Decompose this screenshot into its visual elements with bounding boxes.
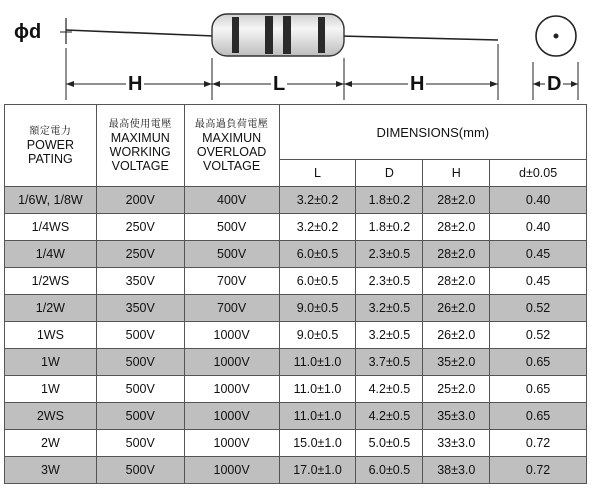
arrow-h-right-start: [344, 81, 352, 87]
cell-l: 11.0±1.0: [279, 403, 356, 430]
cell-h: 28±2.0: [423, 187, 490, 214]
d-label: D: [547, 73, 562, 95]
cell-d: 4.2±0.5: [356, 403, 423, 430]
cell-l: 3.2±0.2: [279, 214, 356, 241]
cell-working-voltage: 350V: [96, 268, 184, 295]
cell-l: 9.0±0.5: [279, 295, 356, 322]
cell-l: 11.0±1.0: [279, 376, 356, 403]
table-row: [5, 376, 587, 403]
cell-d: 2.3±0.5: [356, 241, 423, 268]
h-left-label: H: [128, 73, 143, 95]
arrow-l-start: [212, 81, 220, 87]
cell-lead-diameter: 0.52: [490, 295, 587, 322]
cell-d: 3.7±0.5: [356, 349, 423, 376]
table-row: [5, 268, 587, 295]
arrow-d-start: [533, 81, 540, 87]
color-band-4: [318, 17, 325, 53]
cell-power: 1/2W: [5, 295, 97, 322]
cell-lead-diameter: 0.40: [490, 187, 587, 214]
cell-d: 1.8±0.2: [356, 187, 423, 214]
cell-h: 38±3.0: [423, 457, 490, 484]
cell-overload-voltage: 700V: [184, 268, 279, 295]
cell-working-voltage: 500V: [96, 376, 184, 403]
cell-d: 3.2±0.5: [356, 295, 423, 322]
cell-lead-diameter: 0.45: [490, 268, 587, 295]
cell-l: 9.0±0.5: [279, 322, 356, 349]
cell-h: 28±2.0: [423, 214, 490, 241]
cell-overload-voltage: 1000V: [184, 430, 279, 457]
cell-l: 6.0±0.5: [279, 268, 356, 295]
table-row: [5, 241, 587, 268]
cell-power: 1/2WS: [5, 268, 97, 295]
header-power-rating-cjk: 額定電力: [29, 126, 72, 137]
header-power-rating-line1: POWER: [26, 138, 75, 152]
table-row: [5, 187, 587, 214]
table-row: [5, 457, 587, 484]
header-overload-voltage-line2: OVERLOAD: [196, 145, 267, 159]
arrow-l-end: [336, 81, 344, 87]
lead-diameter-label: ϕd: [14, 21, 42, 43]
cell-d: 6.0±0.5: [356, 457, 423, 484]
header-overload-voltage: [184, 105, 279, 187]
cell-working-voltage: 200V: [96, 187, 184, 214]
cell-working-voltage: 500V: [96, 322, 184, 349]
cell-d: 3.2±0.5: [356, 322, 423, 349]
cell-l: 17.0±1.0: [279, 457, 356, 484]
cell-overload-voltage: 1000V: [184, 322, 279, 349]
right-lead: [340, 36, 498, 40]
cell-overload-voltage: 700V: [184, 295, 279, 322]
resistor-dimension-diagram: [0, 0, 591, 104]
table-row: [5, 295, 587, 322]
table-row: [5, 214, 587, 241]
arrow-d-end: [571, 81, 578, 87]
header-working-voltage-cjk: 最高使用電壓: [108, 119, 172, 130]
cell-h: 33±3.0: [423, 430, 490, 457]
end-view-lead-dot: [554, 34, 559, 39]
cell-lead-diameter: 0.45: [490, 241, 587, 268]
cell-power: 3W: [5, 457, 97, 484]
cell-h: 26±2.0: [423, 322, 490, 349]
cell-l: 3.2±0.2: [279, 187, 356, 214]
resistor-spec-table: [4, 104, 587, 484]
header-dimensions: DIMENSIONS(mm): [279, 105, 586, 160]
cell-working-voltage: 350V: [96, 295, 184, 322]
header-col-d: D: [356, 160, 423, 187]
cell-power: 1W: [5, 349, 97, 376]
header-overload-voltage-line3: VOLTAGE: [203, 159, 261, 173]
cell-working-voltage: 500V: [96, 430, 184, 457]
cell-d: 1.8±0.2: [356, 214, 423, 241]
cell-h: 35±3.0: [423, 403, 490, 430]
left-lead: [66, 30, 214, 36]
cell-power: 2WS: [5, 403, 97, 430]
cell-h: 28±2.0: [423, 241, 490, 268]
cell-working-voltage: 500V: [96, 349, 184, 376]
color-band-1: [232, 17, 239, 53]
cell-power: 1/4W: [5, 241, 97, 268]
arrow-h-left-end: [204, 81, 212, 87]
color-band-2: [265, 16, 273, 54]
arrow-h-left-start: [66, 81, 74, 87]
cell-h: 28±2.0: [423, 268, 490, 295]
cell-d: 2.3±0.5: [356, 268, 423, 295]
header-overload-voltage-cjk: 最高過負荷電壓: [194, 119, 269, 130]
cell-h: 26±2.0: [423, 295, 490, 322]
cell-d: 4.2±0.5: [356, 376, 423, 403]
cell-l: 11.0±1.0: [279, 349, 356, 376]
cell-overload-voltage: 500V: [184, 214, 279, 241]
cell-power: 1W: [5, 376, 97, 403]
cell-lead-diameter: 0.65: [490, 349, 587, 376]
cell-lead-diameter: 0.40: [490, 214, 587, 241]
header-working-voltage-line1: MAXIMUN: [110, 131, 170, 145]
cell-d: 5.0±0.5: [356, 430, 423, 457]
header-working-voltage-line2: WORKING: [109, 145, 171, 159]
cell-power: 1/4WS: [5, 214, 97, 241]
cell-power: 2W: [5, 430, 97, 457]
header-overload-voltage-line1: MAXIMUN: [202, 131, 262, 145]
cell-lead-diameter: 0.65: [490, 376, 587, 403]
cell-overload-voltage: 1000V: [184, 376, 279, 403]
table-row: [5, 403, 587, 430]
cell-l: 6.0±0.5: [279, 241, 356, 268]
header-col-h: H: [423, 160, 490, 187]
header-col-lead-diameter: d±0.05: [490, 160, 587, 187]
header-working-voltage-line3: VOLTAGE: [111, 159, 169, 173]
cell-overload-voltage: 1000V: [184, 403, 279, 430]
cell-overload-voltage: 1000V: [184, 349, 279, 376]
cell-working-voltage: 250V: [96, 214, 184, 241]
table-row: [5, 349, 587, 376]
header-working-voltage: [96, 105, 184, 187]
cell-overload-voltage: 400V: [184, 187, 279, 214]
header-col-l: L: [279, 160, 356, 187]
cell-overload-voltage: 1000V: [184, 457, 279, 484]
cell-lead-diameter: 0.65: [490, 403, 587, 430]
cell-power: 1WS: [5, 322, 97, 349]
l-label: L: [273, 73, 286, 95]
cell-h: 25±2.0: [423, 376, 490, 403]
header-power-rating-line2: PATING: [28, 152, 73, 166]
resistor-drawing: [0, 0, 591, 104]
cell-working-voltage: 500V: [96, 457, 184, 484]
header-power-rating: [5, 105, 97, 187]
table-row: [5, 322, 587, 349]
cell-working-voltage: 500V: [96, 403, 184, 430]
cell-lead-diameter: 0.72: [490, 430, 587, 457]
color-band-3: [283, 16, 291, 54]
cell-power: 1/6W, 1/8W: [5, 187, 97, 214]
cell-lead-diameter: 0.72: [490, 457, 587, 484]
arrow-h-right-end: [490, 81, 498, 87]
cell-l: 15.0±1.0: [279, 430, 356, 457]
cell-h: 35±2.0: [423, 349, 490, 376]
cell-lead-diameter: 0.52: [490, 322, 587, 349]
cell-working-voltage: 250V: [96, 241, 184, 268]
table-row: [5, 430, 587, 457]
cell-overload-voltage: 500V: [184, 241, 279, 268]
h-right-label: H: [410, 73, 425, 95]
